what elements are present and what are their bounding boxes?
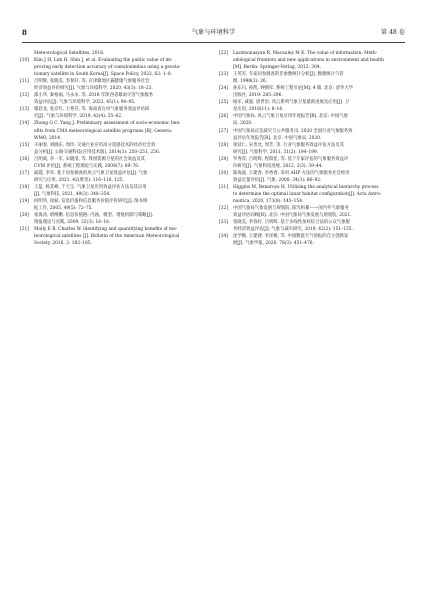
reference-number: [29] [219,156,228,162]
reference-text-line: CVM 评价[J]. 系统工程理论与实践, 2009(7): 69–76. [34,163,140,169]
reference-number: [27] [219,128,228,134]
reference-number: [13] [20,107,29,113]
reference-number: [23] [219,72,228,78]
reference-number: [22] [219,51,228,56]
reference-text-line: 效益评估回顾[R]. 北京: 中国气象局气象发展与规划院, 2021. [233,213,352,219]
reference-number: [12] [20,93,29,99]
reference-entry [221,71,399,85]
reference-text-line: 中国气象局气象发展与规划院. 阳光积累——国内外气象服务 [233,206,349,212]
references-left-column [22,50,200,247]
header-rule [22,42,405,43]
reference-text-line: 经济效益评价研究[J]. 气象与环境科学, 2020, 43(3): 18–23. [34,86,153,92]
reference-text-line: 辛丽春, 刘晓东, 周玲. 交通行业应用高分遥感技术的经济社会效 [34,142,156,148]
reference-number: [33] [219,220,228,226]
reference-entry [221,128,399,142]
reference-text-line: 陈海波, 王建春, 李香香. 采用 AHP 方法的气象服务社会经济 [233,170,350,176]
page-number: 8 [22,28,27,37]
reference-text-line: 邵小华, 秦裕福, 马永永, 等. 2018 年陕西省暴雨灾害气象服务 [34,93,154,99]
reference-text-line: 星应用, 2018(11): 8–14. [233,107,284,113]
reference-entry [22,78,200,92]
reference-entry [221,233,399,247]
reference-entry [221,156,399,170]
reference-entry [22,142,200,156]
reference-text-line: 孙东川, 孙凯, 钟拥军. 系统工程引论[M]. 4 版. 北京: 清华大学 [233,86,353,92]
reference-number: [10] [20,58,29,64]
reference-text-line: 益分析[J]. 公路交通科技(应用技术版), 2014(3): 250–251, 256. [34,149,161,155]
references-right-column [221,50,399,247]
running-header [22,26,405,40]
reference-text-line: [J]. 气象科技, 2021, 49(3): 348–354. [34,191,111,197]
reference-number: [19] [20,198,29,204]
reference-text-line: 戚越, 李军. 基于问卷调查的风云气象卫星效益评估[J]. 气象 [34,170,148,176]
reference-entry [221,50,399,71]
reference-entry [22,50,200,57]
reference-number: [30] [219,170,228,176]
reference-entry [22,57,200,78]
reference-entry [221,142,399,156]
reference-text-line: 究[J]. 气象与环境科学, 2019, 42(4): 55–62. [34,114,123,120]
reference-text-line: 展[J]. 气象学报, 2020, 78(3): 451–476. [233,241,314,247]
reference-number: [26] [219,114,228,120]
reference-text-line: 效益定量评价[J]. 气象, 2008, 34(3): 86–92. [233,177,322,183]
reference-text-line: Molly E B, Charles W. Identifying and quantifying benefits of me- [34,227,178,233]
reference-entry [221,99,399,113]
reference-text-line: 王蓝, 杨其峰, 于天宝. 气象卫星应用效益评估方法及其应用 [34,184,147,190]
reference-number: [32] [219,206,228,212]
reference-entry [22,120,200,141]
reference-entry [22,156,200,170]
reference-text-line: 王英军. 专家问卷调查的非参数统计分析[J]. 数理统计与管 [233,72,344,78]
reference-text-line: Society, 2016, 2: 182–185. [34,241,92,247]
reference-entry [22,212,200,226]
reference-text-line: [M]. Berlin: Springer-Verlag, 2012: 304. [233,65,321,71]
reference-text-line: 张晓美, 李春轩, 吕明辉. 基于多线性加权综合法的公众气象服 [233,220,350,226]
reference-text-line: Zhong G C, Yang J. Preliminary assessment of socio-economic ben- [34,121,181,127]
reference-text-line: 张钛仁, 宋善允, 周芳, 等. 行业气象服务效益评估方法及其 [233,142,344,148]
reference-number: [15] [20,142,29,148]
reference-text-line: 理, 1998(3): 26. [233,79,268,85]
reference-number: [20] [20,213,29,219]
reference-text-line: Meteorological Satellites, 2016. [34,51,105,56]
reference-entry [221,205,399,219]
reference-text-line: 研究与应用, 2021, 42(增刊): 116–118, 125. [34,177,124,183]
reference-entry [22,184,200,198]
reference-text-line: 中国气象局应急减灾与公共服务司. 2020 全国行业气象服务效 [233,128,353,134]
reference-text-line: 价研究[J]. 气象科技进展, 2012, 2(3): 39–44. [233,163,323,169]
reference-number: [18] [20,184,29,190]
reference-entry [221,113,399,127]
reference-text-line: 益评估年度报告[R]. 北京: 中国气象局, 2020. [233,135,322,141]
reference-text-line: odological frontiers and new applications in environment and health [233,58,384,64]
reference-entry [221,170,399,184]
reference-entry [221,184,399,205]
reference-number: [16] [20,156,29,162]
reference-number: [11] [20,79,29,85]
reference-text-line: 吕明辉, 张晓美, 李春轩, 等. 京津冀地区霾健康气象服务社会 [34,79,150,85]
reference-text-line: efits from CMA meteorological satellite programs [R]. Geneva: [34,128,173,134]
reference-text-line: 中国气象局. 风云气象卫星应用年度报告[R]. 北京: 中国气象 [233,114,348,120]
reference-entry [221,219,399,233]
reference-text-line: 出版社, 2019: 285–296. [233,93,283,99]
reference-text-line: tionary satellite in South Korea[J]. Space Policy, 2022, 62: 1–8. [34,72,173,78]
reference-text-line: 局, 2020. [233,121,253,127]
reference-text-line: nautica, 2020, 173(8): 145–154. [233,198,304,204]
reference-entry [22,92,200,106]
reference-text-line: 沈学顺, 王建捷, 李泽椿, 等. 中国数值天气预报的自主创新发 [233,234,349,240]
reference-text-line: 务经济效益评估[J]. 气象与减灾研究, 2019, 42(2): 151–155. [233,227,353,233]
reference-number: [31] [219,184,228,190]
reference-text-line: 效益评估[J]. 气象与环境科学, 2022, 45(1): 90–95. [34,100,136,106]
reference-text-line: to determine the optimal lunar habitat configuration[J]. Acta Astro- [233,191,382,197]
reference-text-line: 报工作, 2005, 49(5): 72–75. [34,206,93,212]
reference-number: [28] [219,142,228,148]
reference-text-line: 情报理论与实践, 2009, 32(3): 16–18. [34,220,111,226]
reference-text-line: 吕明威, 李一军, 宋晓清, 等. 我国资源卫星的社会效益及其 [34,156,145,162]
reference-text-line: Kim J H, Lim H, Shin J, et al. Evaluating the public value of im- [34,58,173,64]
reference-text-line: 张海涛, 靖继鹏. 信息价值链: 内涵、模型、增值机制与策略[J]. [34,213,154,219]
reference-number: [34] [219,234,228,240]
reference-number: [25] [219,100,228,106]
reference-text-line: 研究[J]. 气象科学, 2011, 31(2): 194–199. [233,149,319,155]
reference-text-line: 何明华, 徐斌. 信息价值和信息服务价值评价研究[J]. 图书情 [34,198,148,204]
reference-text-line: WMO, 2014. [34,135,62,141]
reference-text-line: 鄢彩龙, 张京红, 王秀芬, 等. 海南省台风气象服务效益评估研 [34,107,150,113]
reference-number: [24] [219,86,228,92]
volume-label: 第 48 卷 [380,29,405,36]
reference-number: [14] [20,121,29,127]
reference-text-line: proving early detection accuracy of cumulonimbus using a geosta- [34,65,181,71]
reference-text-line: Higgins M, Benaroya H. Utilizing the analytical hierarchy process [233,184,379,190]
reference-text-line: 罗秀萍, 吕明辉, 程瑞佳, 等. 基于专家评估的气象服务效益评 [233,156,349,162]
reference-entry [22,198,200,212]
reference-number: [17] [20,170,29,176]
reference-entry [22,226,200,247]
reference-entry [22,170,200,184]
reference-number: [21] [20,227,29,233]
reference-text-line: teorological satellites [J]. Bulletin of the American Meteorological [34,234,180,240]
reference-text-line: Lazzmonasyan R, Macauley M K. The value of information: Meth- [233,51,378,56]
journal-name: 气象与环境科学 [191,29,236,36]
reference-entry [221,85,399,99]
reference-entry [22,106,200,120]
reference-text-line: 杨军, 咸迪, 唐世浩. 风云系列气象卫星最新进展及应用[J]. 卫 [233,100,350,106]
